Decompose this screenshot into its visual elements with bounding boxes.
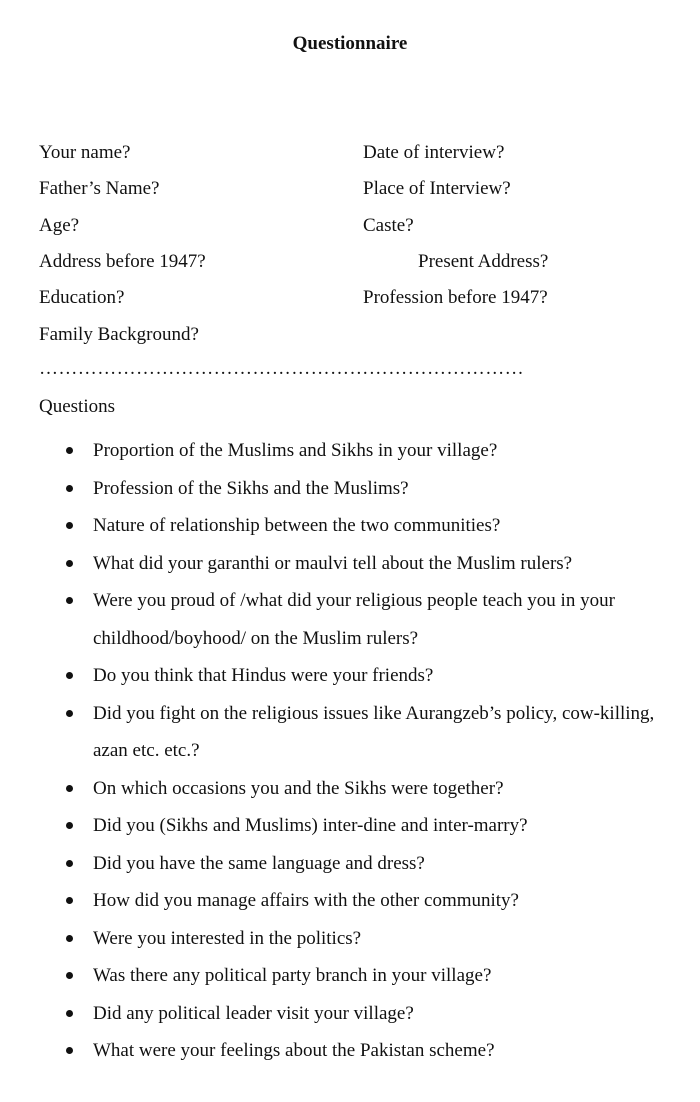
- field-present-address: Present Address?: [418, 251, 549, 272]
- question-text: On which occasions you and the Sikhs were together?: [93, 777, 504, 799]
- field-profession-before-1947: Profession before 1947?: [363, 287, 548, 308]
- question-text: What did your garanthi or maulvi tell about the Muslim rulers?: [93, 552, 573, 574]
- question-text: What were your feelings about the Pakistan scheme?: [93, 1040, 495, 1061]
- question-item: [0, 845, 700, 883]
- question-item: [0, 957, 700, 995]
- question-text: How did you manage affairs with the other community?: [93, 890, 519, 911]
- question-item: [0, 920, 700, 958]
- field-your-name: Your name?: [39, 142, 131, 163]
- question-item: [0, 807, 700, 845]
- question-text: Nature of relationship between the two communities?: [93, 515, 501, 536]
- question-text: Profession of the Sikhs and the Muslims?: [93, 477, 409, 499]
- bullet-icon: [66, 672, 73, 679]
- question-text: Did you have the same language and dress?: [93, 852, 425, 874]
- bullet-icon: [66, 560, 73, 567]
- question-item: [0, 1032, 700, 1070]
- question-text: Did any political leader visit your village?: [93, 1002, 414, 1024]
- question-item: [0, 432, 700, 470]
- field-age: Age?: [39, 215, 80, 236]
- question-text: Were you interested in the politics?: [93, 927, 362, 949]
- field-caste: Caste?: [363, 215, 414, 236]
- question-item: [0, 507, 700, 545]
- question-text: Did you fight on the religious issues like Aurangzeb’s policy, cow-killing, azan etc. etc.?: [93, 702, 655, 761]
- bullet-icon: [66, 522, 73, 529]
- bullet-icon: [66, 935, 73, 942]
- question-text: Did you (Sikhs and Muslims) inter-dine and inter-marry?: [93, 815, 528, 836]
- question-text: Were you proud of /what did your religious people teach you in your childhood/boyhood/ on the Muslim rulers?: [93, 590, 615, 649]
- question-item: [0, 470, 700, 508]
- field-education: Education?: [39, 287, 125, 308]
- field-date-of-interview: Date of interview?: [363, 142, 505, 163]
- question-text: Do you think that Hindus were your friends?: [93, 665, 434, 686]
- question-item: [0, 657, 700, 695]
- bullet-icon: [66, 485, 73, 492]
- bullet-icon: [66, 447, 73, 454]
- question-item: [0, 770, 700, 808]
- bullet-icon: [66, 972, 73, 979]
- field-family-background: Family Background?: [39, 324, 199, 345]
- questions-list: [0, 432, 700, 1070]
- question-item: [0, 995, 700, 1033]
- dotted-separator: …………………………………………………………………: [39, 358, 524, 379]
- bullet-icon: [66, 1047, 73, 1054]
- question-text: Was there any political party branch in your village?: [93, 965, 492, 986]
- question-item: [0, 582, 700, 657]
- bullet-icon: [66, 597, 73, 604]
- bullet-icon: [66, 1010, 73, 1017]
- page-title: Questionnaire: [292, 33, 408, 54]
- field-place-of-interview: Place of Interview?: [363, 178, 511, 199]
- bullet-icon: [66, 822, 73, 829]
- question-item: [0, 695, 700, 770]
- question-item: [0, 545, 700, 583]
- bullet-icon: [66, 897, 73, 904]
- bullet-icon: [66, 710, 73, 717]
- bullet-icon: [66, 785, 73, 792]
- field-address-before-1947: Address before 1947?: [39, 251, 206, 272]
- bullet-icon: [66, 860, 73, 867]
- question-item: [0, 882, 700, 920]
- questions-heading: Questions: [39, 396, 115, 417]
- question-text: Proportion of the Muslims and Sikhs in your village?: [93, 440, 498, 461]
- field-fathers-name: Father’s Name?: [39, 178, 160, 199]
